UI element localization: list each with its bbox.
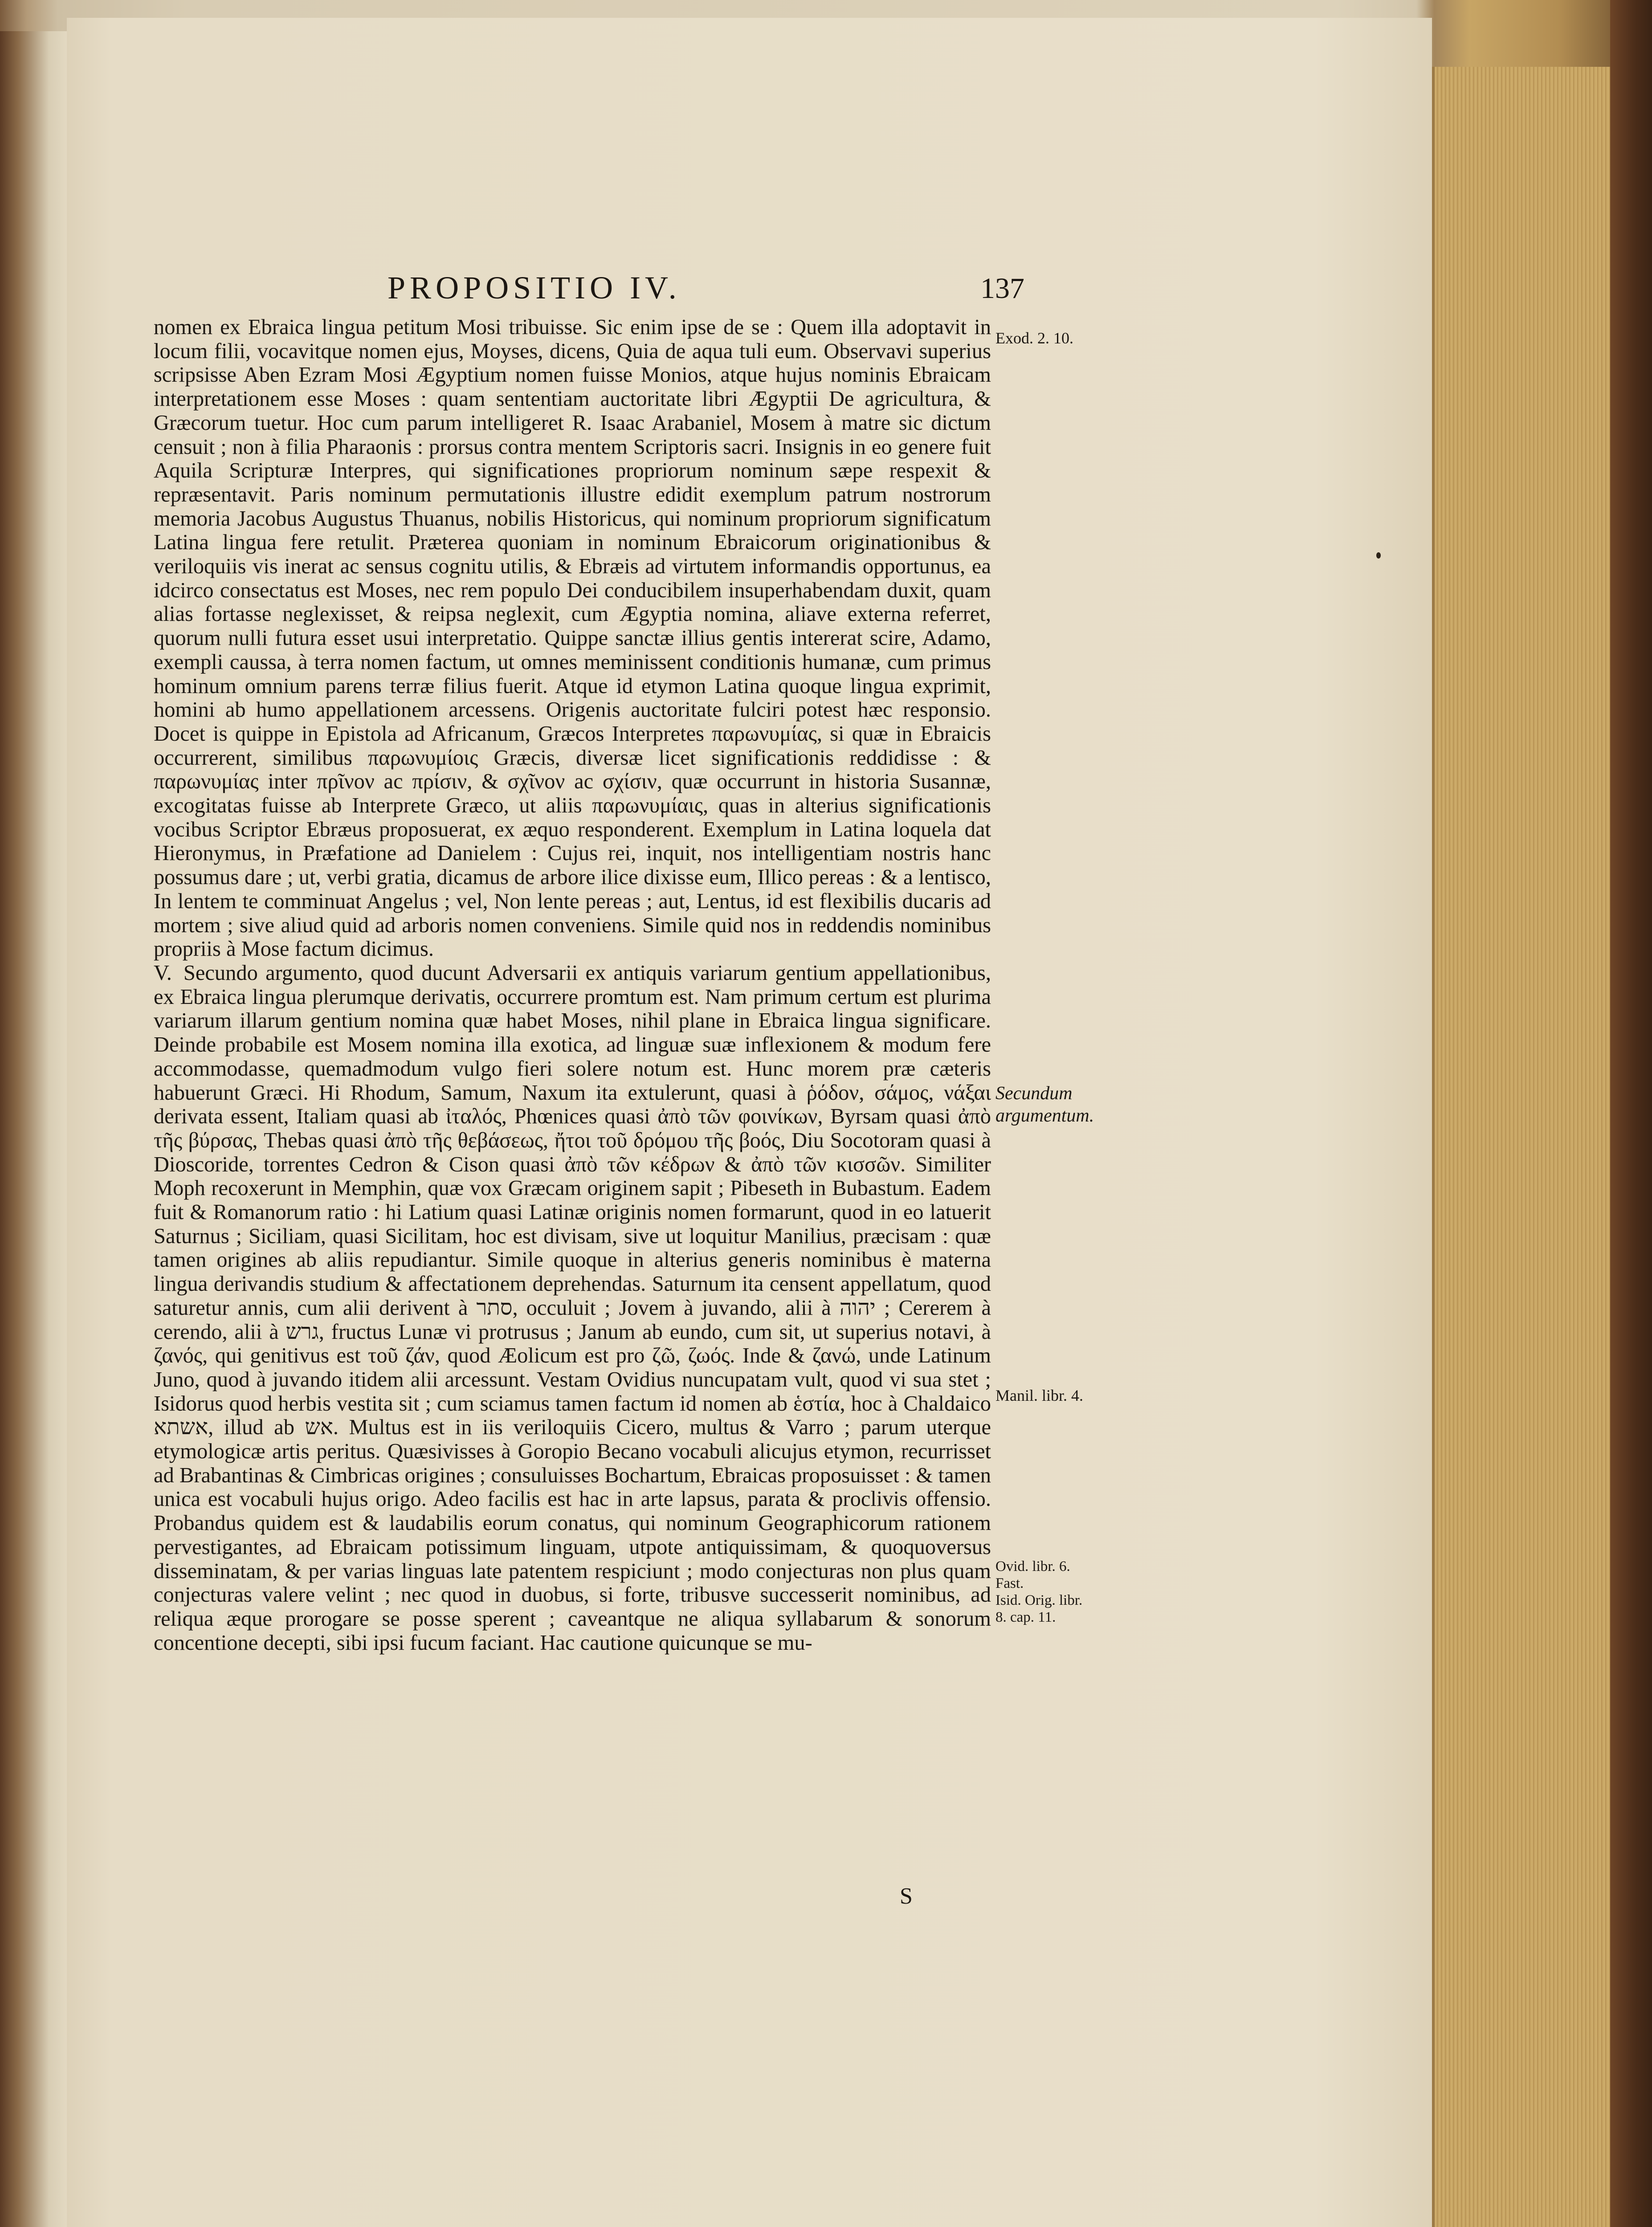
margin-note-exod: Exod. 2. 10. xyxy=(995,329,1073,347)
page-number: 137 xyxy=(980,272,1024,305)
signature-mark: S xyxy=(900,1884,913,1909)
margin-note-manil: Manil. libr. 4. xyxy=(995,1387,1083,1404)
paragraph: nomen ex Ebraica lingua petitum Mosi tribuisse. Sic enim ipse de se : Quem illa adoptavit in locum filii, vocavitque nomen ejus, Moyses, dicens, Quia de aqua tuli eum. Observavi superius scripsisse Aben Ezram Mosi Ægyptium nomen fuisse Monios, atque hujus nominis Ebraicam interpretationem esse Moses : quam sententiam auctoritate libri Ægyptii De agricultura, & Græcorum tuetur. Hoc cum parum intelligeret R. Isaac Arabaniel, Mosem à matre sic dictum censuit ; non à filia Pharaonis : prorsus contra mentem Scriptoris sacri. Insignis in eo genere fuit Aquila Scripturæ Interpres, qui significationes propriorum nominum sæpe respexit & repræsentavit. Paris nominum permutationis illustre edidit exemplum patrum nostrorum memoria Jacobus Augustus Thuanus, nobilis Historicus, qui nominum propriorum significatum Latina lingua fere retulit. Præterea quoniam in nominum Ebraicorum originationibus & veriloquiis vis inerat ac sensus cognitu utilis, & Ebræis ad virtutem informandis opportunus, ea idcirco consectatus est Moses, nec rem populo Dei conducibilem insuperhabendam duxit, quam alias fortasse neglexisset, & reipsa neglexit, cum Ægyptia nomina, aliave externa referret, quorum nulli futura esset usui interpretatio. Quippe sanctæ illius gentis intererat scire, Adamo, exempli caussa, à terra nomen factum, ut omnes meminissent conditionis humanæ, cum primus hominum omnium parens terræ filius fuerit. Atque id etymon Latina quoque lingua exprimit, homini ab humo appellationem arcessens. Origenis auctoritate fulciri potest hæc responsio. Docet is quippe in Epistola ad Africanum, Græcos Interpretes παρωνυμίας, si quæ in Ebraicis occurrerent, similibus παρωνυμίοις Græcis, diversæ licet significationis reddidisse : & παρωνυμίας inter πρῖνον ac πρίσιν, & σχῖνον ac σχίσιν, quæ occurrunt in historia Susannæ, excogitatas fuisse ab Interprete Græco, ut aliis παρωνυμίαις, quas in alterius significationis vocibus Scriptor Ebræus proposuerat, ex æquo responderent. Exemplum in Latina loquela dat Hieronymus, in Præfatione ad Danielem : Cujus rei, inquit, nos intelligentiam nostris hanc possumus dare ; ut, verbi gratia, dicamus de arbore ilice dixisse eum, Illico pereas : & a lentisco, In lentem te comminuat Angelus ; vel, Non lente pereas ; aut, Lentus, id est flexibilis ducaris ad mortem ; sive aliud quid ad arboris nomen conveniens. Simile quid nos in reddendis nominibus propriis à Mose factum dicimus. xyxy=(154,315,991,961)
paragraph-number: V. xyxy=(154,961,172,985)
margin-note-secundum: Secundum argumentum. xyxy=(995,1083,1094,1126)
left-page-edge xyxy=(0,31,67,2227)
body-text xyxy=(154,315,991,1655)
running-title: PROPOSITIO IV. xyxy=(388,270,681,306)
page-fore-edge xyxy=(1432,67,1613,2227)
book-binding xyxy=(1610,0,1652,2227)
page-header xyxy=(388,269,1024,314)
ink-speck xyxy=(1376,552,1381,559)
paragraph xyxy=(154,961,991,1655)
paragraph-text: Secundo argumento, quod ducunt Adversarii ex antiquis variarum gentium appellationibus, ex Ebraica lingua plerumque derivatis, occurrere promtum est. Nam primum certum est plurima variarum illarum gentium nomina quæ habet Moses, nihil plane in Ebraica lingua significare. Deinde probabile est Mosem nomina illa exotica, ad linguæ suæ inflexionem & modum fere accommodasse, quemadmodum vulgo fieri solere notum est. Hunc morem præ cæteris habuerunt Græci. Hi Rhodum, Samum, Naxum ita extulerunt, quasi à ῥόδον, σάμος, νάξαι derivata essent, Italiam quasi ab ἰταλός, Phœnices quasi ἀπὸ τῶν φοινίκων, Byrsam quasi ἀπὸ τῆς βύρσας, Thebas quasi ἀπὸ τῆς θεβάσεως, ἤτοι τοῦ δρόμου τῆς βοός, Diu Socotoram quasi à Dioscoride, torrentes Cedron & Cison quasi ἀπὸ τῶν κέδρων & ἀπὸ τῶν κισσῶν. Similiter Moph recoxerunt in Memphin, quæ vox Græcam originem sapit ; Pibeseth in Bubastum. Eadem fuit & Romanorum ratio : hi Latium quasi Latinæ originis nomen formarunt, quod in eo latuerit Saturnus ; Siciliam, quasi Sicilitam, hoc est divisam, sive ut loquitur Manilius, præcisam : quæ tamen origines ab aliis repudiantur. Simile quoque in alterius generis nominibus è materna lingua derivandis studium & affectationem deprehendas. Saturnum ita censent appellatum, quod saturetur annis, cum alii derivent à סתר, occuluit ; Jovem à juvando, alii à יהוה ; Cererem à cerendo, alii à גרש, fructus Lunæ vi protrusus ; Janum ab eundo, cum sit, ut superius notavi, à ζανός, qui genitivus est τοῦ ζάν, quod Æolicum est pro ζῶ, ζωός. Inde & ζανώ, unde Latinum Juno, quod à juvando itidem alii arcessunt. Vestam Ovidius nuncupatam vult, quod vi sua stet ; Isidorus quod herbis vestita sit ; cum sciamus tamen factum id nomen ab ἑστία, hoc à Chaldaico אשתא, illud ab אש. Multus est in iis veriloquiis Cicero, multus & Varro ; parum uterque etymologicæ artis peritus. Quæsivisses à Goropio Becano vocabuli alicujus etymon, recurrisset ad Brabantinas & Cimbricas origines ; consuluisses Bochartum, Ebraicas proposuisset : & tamen unica est vocabuli hujus origo. Adeo facilis est hac in arte lapsus, parata & proclivis offensio. Probandus quidem est & laudabilis eorum conatus, qui nominum Geographicorum rationem pervestigantes, ad Ebraicam potissimum linguam, utpote antiquissimam, & quoquoversus disseminatam, & per varias linguas late patentem respiciunt ; modo conjecturas non plus quam conjecturas valere velint ; nec quod in duobus, si forte, tribusve successerit nominibus, ad reliqua æque prorogare se posse sperent ; caveantque ne aliqua syllabarum & sonorum concentione decepti, sibi ipsi fucum faciant. Hac cautione quicunque se mu- xyxy=(154,961,991,1655)
margin-note-ovid: Ovid. libr. 6. Fast. Isid. Orig. libr. 8. cap. 11. xyxy=(995,1558,1083,1625)
